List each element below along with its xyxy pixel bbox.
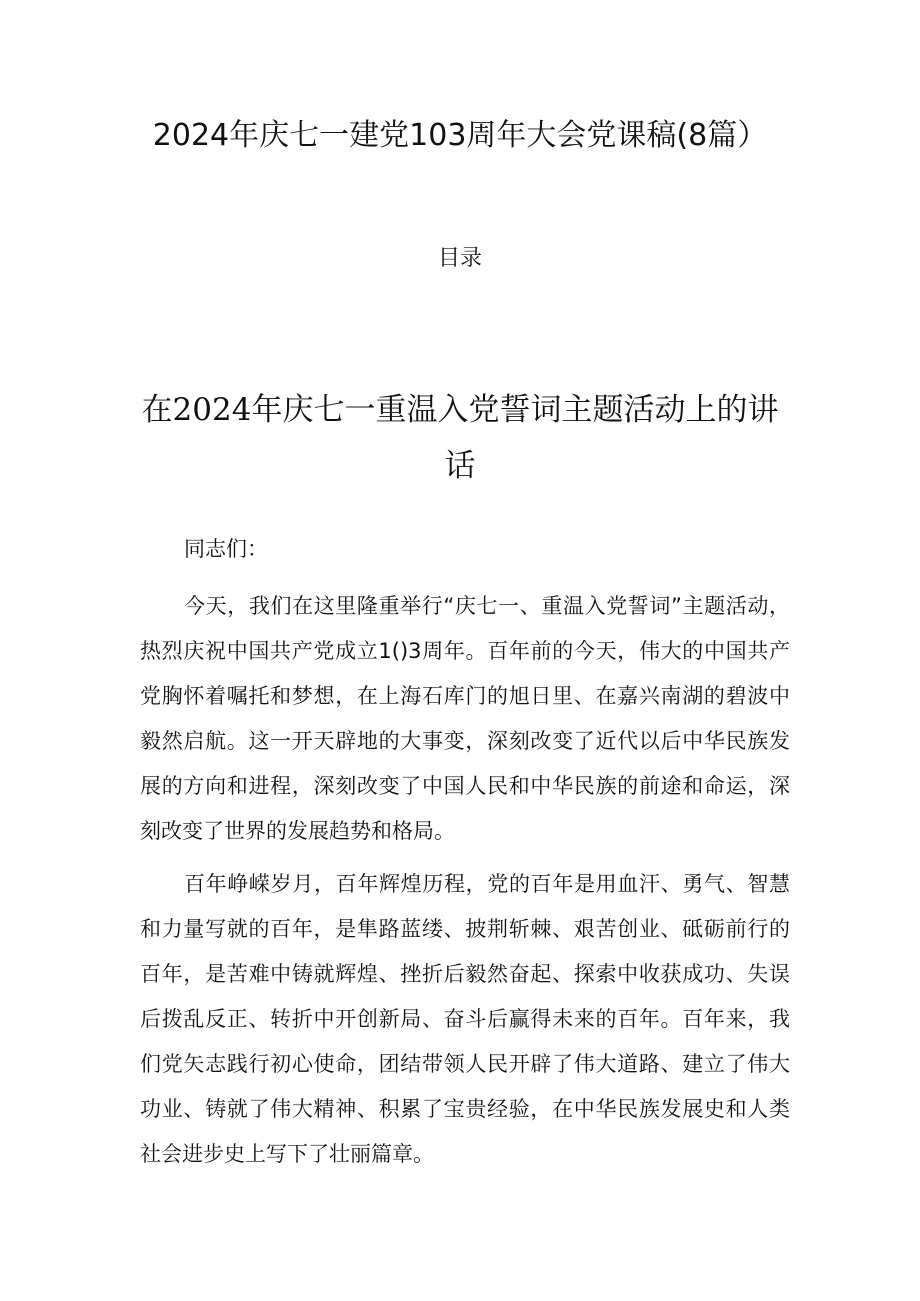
body-paragraph: 今天，我们在这里隆重举行“庆七一、重温入党誓词”主题活动，热烈庆祝中国共产党成立1()3周年。百年前的今天，伟大的中国共产党胸怀着嘱托和梦想，在上海石库门的旭日里、在嘉兴南湖的碧波中毅然启航。这一开天辟地的大事变，深刻改变了近代以后中华民族发展的方向和进程，深刻改变了中国人民和中华民族的前途和命运，深刻改变了世界的发展趋势和格局。 — [140, 594, 790, 843]
section-title: 在2024年庆七一重温入党誓词主题活动上的讲话 — [141, 392, 779, 484]
document-title: 2024年庆七一建党103周年大会党课稿(8篇） — [152, 118, 768, 153]
table-of-contents-heading: 目录 — [437, 246, 482, 271]
salutation: 同志们： — [184, 537, 268, 561]
section-body — [140, 530, 790, 1185]
body-paragraph: 百年峥嵘岁月，百年辉煌历程，党的百年是用血汗、勇气、智慧和力量写就的百年，是隼路蓝缕、披荆斩棘、艰苦创业、砥砺前行的百年，是苦难中铸就辉煌、挫折后毅然奋起、探索中收获成功、失误后拨乱反正、转折中开创新局、奋斗后赢得未来的百年。百年来，我们党矢志践行初心使命，团结带领人民开辟了伟大道路、建立了伟大功业、铸就了伟大精神、积累了宝贵经验，在中华民族发展史和人类社会进步史上写下了壮丽篇章。 — [140, 872, 790, 1166]
